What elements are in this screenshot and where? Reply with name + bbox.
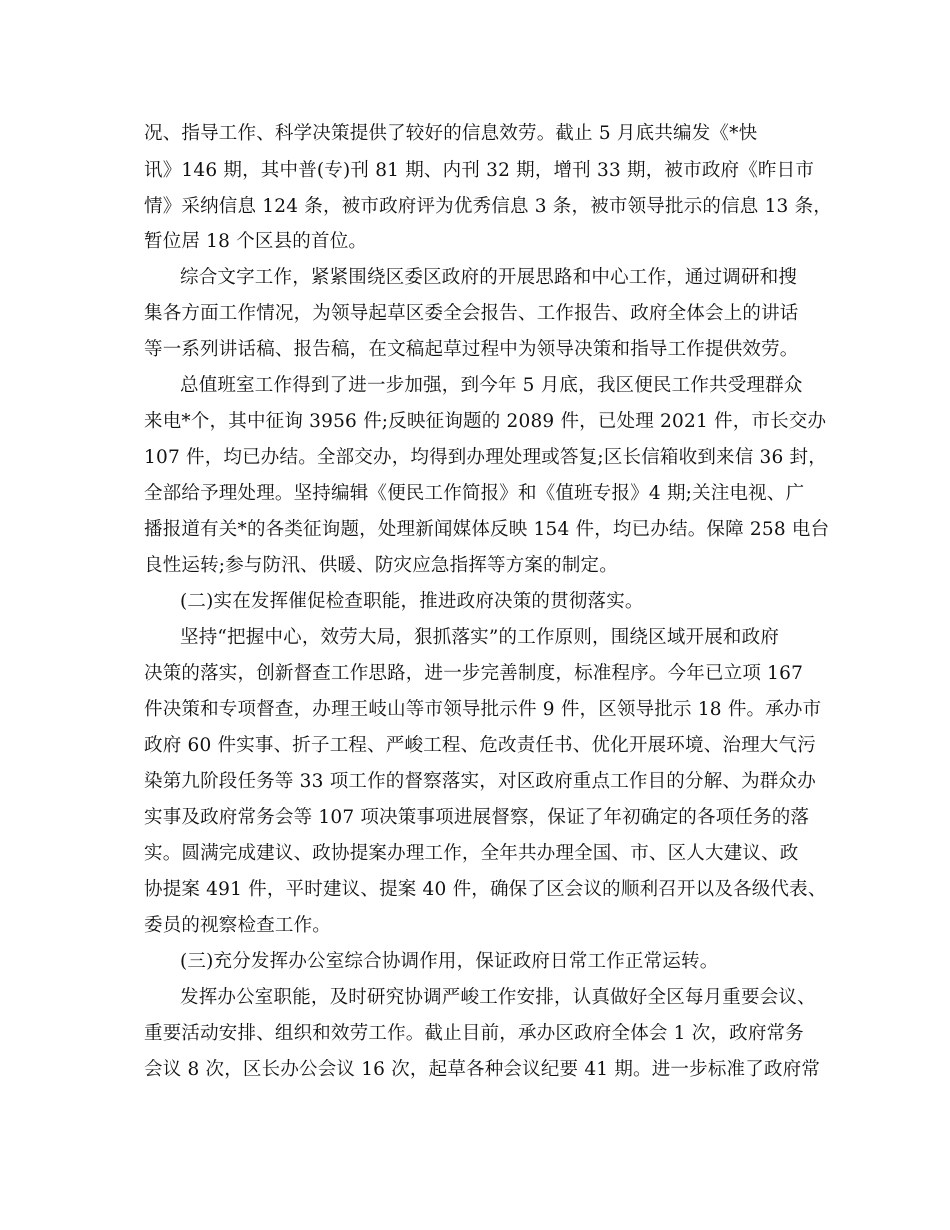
text-line: 集各方面工作情况，为领导起草区委全会报告、工作报告、政府全体会上的讲话 [144,303,799,324]
text-line: 委员的视察检查工作。 [144,915,332,936]
paragraph-first-line: 总值班室工作得到了进一步加强，到今年 5 月底，我区便民工作共受理群众 [180,375,803,396]
text-line: 况、指导工作、科学决策提供了较好的信息效劳。截止 5 月底共编发《*快 [144,123,758,144]
text-line: 政府 60 件实事、折子工程、严峻工程、危改责任书、优化开展环境、治理大气污 [144,735,816,756]
paragraph-first-line: 发挥办公室职能，及时研究协调严峻工作安排，认真做好全区每月重要会议、 [180,987,816,1008]
text-line: 协提案 491 件，平时建议、提案 40 件，确保了区会议的顺利召开以及各级代表、 [144,879,827,900]
text-line: 107 件，均已办结。全部交办，均得到办理处理或答复;区长信箱收到来信 36 封， [144,447,827,468]
paragraph-first-line: 坚持“把握中心，效劳大局，狠抓落实”的工作原则，围绕区域开展和政府 [180,627,780,648]
text-line: 件决策和专项督查，办理王岐山等市领导批示件 9 件，区领导批示 18 件。承办市 [144,699,822,720]
text-line: 实。圆满完成建议、政协提案办理工作，全年共办理全国、市、区人大建议、政 [144,843,799,864]
text-line: 情》采纳信息 124 条，被市政府评为优秀信息 3 条，被市领导批示的信息 13 条， [144,196,833,217]
section-heading: (二)实在发挥催促检查职能，推进政府决策的贯彻落实。 [180,591,644,612]
text-line: 来电*个，其中征询 3956 件;反映征询题的 2089 件，已处理 2021 件，市长交办 [144,411,827,432]
text-line: 全部给予理处理。坚持编辑《便民工作简报》和《值班专报》4 期;关注电视、广 [144,483,805,504]
text-line: 染第九阶段任务等 33 项工作的督察落实，对区政府重点工作目的分解、为群众办 [144,771,816,792]
paragraph-first-line: 综合文字工作，紧紧围绕区委区政府的开展思路和中心工作，通过调研和搜 [180,267,798,288]
text-line: 实事及政府常务会等 107 项决策事项进展督察，保证了年初确定的各项任务的落 [144,807,810,828]
text-line: 等一系列讲话稿、报告稿，在文稿起草过程中为领导决策和指导工作提供效劳。 [144,339,799,360]
text-line: 播报道有关*的各类征询题，处理新闻媒体反映 154 件，均已办结。保障 258 电台 [144,519,830,540]
text-line: 讯》146 期，其中普(专)刊 81 期、内刊 32 期，增刊 33 期，被市政府《昨日市 [144,160,815,181]
section-heading: (三)充分发挥办公室综合协调作用，保证政府日常工作正常运转。 [180,951,719,972]
text-line: 良性运转;参与防汛、供暖、防灾应急指挥等方案的制定。 [144,555,618,576]
text-line: 决策的落实，创新督查工作思路，进一步完善制度，标准程序。今年已立项 167 [144,663,804,684]
text-line: 会议 8 次，区长办公会议 16 次，起草各种会议纪要 41 期。进一步标准了政府常 [144,1059,821,1080]
text-line: 重要活动安排、组织和效劳工作。截止目前，承办区政府全体会 1 次，政府常务 [144,1023,804,1044]
text-line: 暂位居 18 个区县的首位。 [144,231,368,252]
